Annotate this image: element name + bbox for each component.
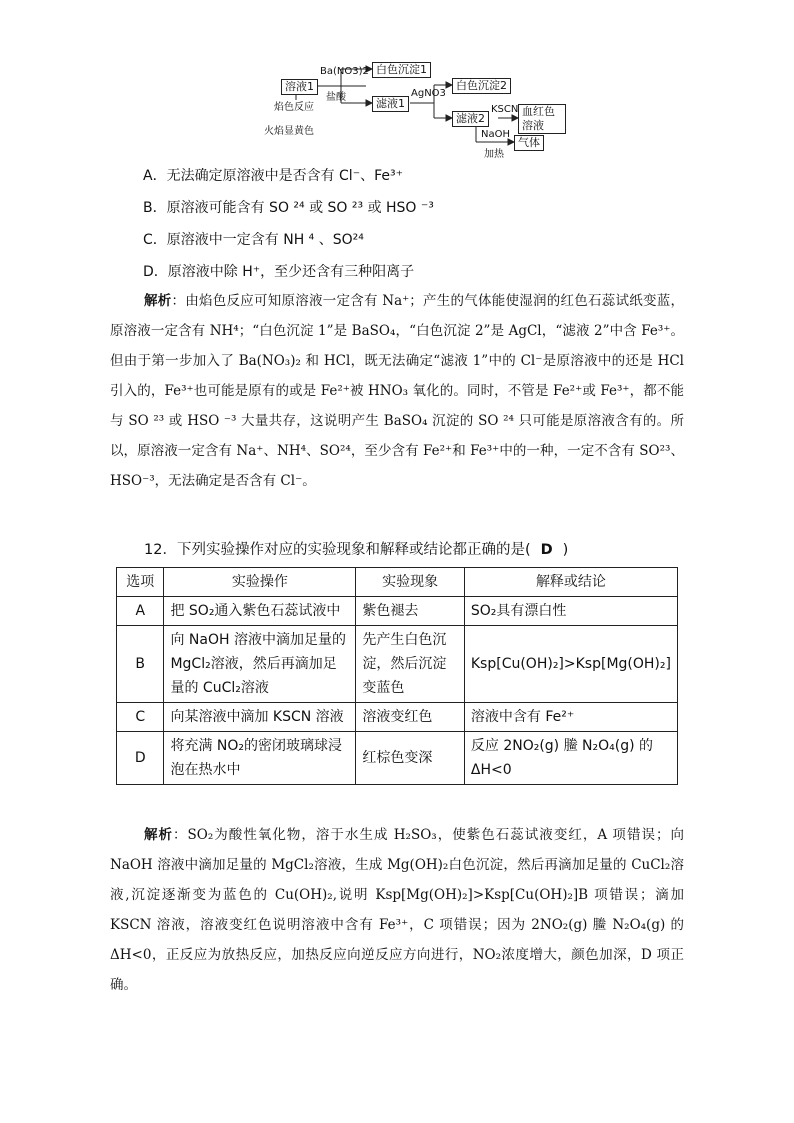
option-c: C．原溶液中一定含有 NH ⁴ 、SO²⁴ xyxy=(143,232,364,248)
q12-close: ) xyxy=(562,542,569,558)
row-conclusion: Ksp[Cu(OH)₂]>Ksp[Mg(OH)₂] xyxy=(464,626,677,703)
label-agno3: AgNO3 xyxy=(411,88,446,99)
row-phenomenon: 红棕色变深 xyxy=(356,732,464,785)
table-header-row xyxy=(117,568,678,597)
label-flame-test: 焰色反应 xyxy=(274,102,314,113)
row-operation: 向某溶液中滴加 KSCN 溶液 xyxy=(164,703,356,732)
analysis-label: 解析 xyxy=(144,293,172,309)
table-row xyxy=(117,626,678,703)
analysis-label: 解析 xyxy=(144,827,174,843)
row-option: C xyxy=(117,703,164,732)
box-blood-red: 血红色溶液 xyxy=(518,104,566,134)
box-gas: 气体 xyxy=(514,135,544,151)
header-option: 选项 xyxy=(117,568,164,597)
table-row xyxy=(117,703,678,732)
header-phenomenon: 实验现象 xyxy=(356,568,464,597)
label-heat: 加热 xyxy=(484,149,504,160)
box-white-precipitate1: 白色沉淀1 xyxy=(372,62,431,78)
row-option: A xyxy=(117,597,164,626)
row-operation: 把 SO₂通入紫色石蕊试液中 xyxy=(164,597,356,626)
q12-answer: D xyxy=(540,542,553,558)
q12-analysis xyxy=(110,820,684,1000)
row-conclusion: 溶液中含有 Fe²⁺ xyxy=(464,703,677,732)
box-solution1: 溶液1 xyxy=(281,79,318,95)
row-operation: 向 NaOH 溶液中滴加足量的 MgCl₂溶液，然后再滴加足量的 CuCl₂溶液 xyxy=(164,626,356,703)
label-flame-color: 火焰显黄色 xyxy=(264,126,314,137)
table-row xyxy=(117,732,678,785)
box-filtrate1: 滤液1 xyxy=(372,96,409,112)
row-option: D xyxy=(117,732,164,785)
row-phenomenon: 先产生白色沉淀，然后沉淀变蓝色 xyxy=(356,626,464,703)
row-option: B xyxy=(117,626,164,703)
q12-question: 12．下列实验操作对应的实验现象和解释或结论都正确的是( xyxy=(144,542,531,558)
option-b: B．原溶液可能含有 SO ²⁴ 或 SO ²³ 或 HSO ⁻³ xyxy=(143,200,434,216)
analysis-text: ：由焰色反应可知原溶液一定含有 Na⁺；产生的气体能使湿润的红色石蕊试纸变蓝，原溶液一定含有 NH⁴；“白色沉淀 1”是 BaSO₄，“白色沉淀 2”是 AgCl，“滤液 2”中含 Fe³⁺。但由于第一步加入了 Ba(NO₃)₂ 和 HCl，既无法确定“滤液 1”中的 Cl⁻是原溶液中的还是 HCl 引入的，Fe³⁺也可能是原有的或是 Fe²⁺被 HNO₃ 氧化的。同时，不管是 Fe²⁺或 Fe³⁺，都不能与 SO ²³ 或 HSO ⁻³ 大量共存，这说明产生 BaSO₄ 沉淀的 SO ²⁴ 只可能是原溶液含有的。所以，原溶液一定含有 Na⁺、NH⁴、SO²⁴，至少含有 Fe²⁺和 Fe³⁺中的一种，一定不含有 SO²³、HSO⁻³，无法确定是否含有 Cl⁻。 xyxy=(110,293,684,489)
analysis-text: ：SO₂为酸性氧化物，溶于水生成 H₂SO₃，使紫色石蕊试液变红，A 项错误；向 NaOH 溶液中滴加足量的 MgCl₂溶液，生成 Mg(OH)₂白色沉淀，然后再滴加足量的 CuCl₂溶液,沉淀逐渐变为蓝色的 Cu(OH)₂,说明 Ksp[Mg(OH)₂]>Ksp[Cu(OH)₂]B 项错误；滴加 KSCN 溶液，溶液变红色说明溶液中含有 Fe³⁺，C 项错误；因为 2NO₂(g) 䲢 N₂O₄(g) 的 ΔH<0，正反应为放热反应，加热反应向逆反应方向进行，NO₂浓度增大，颜色加深，D 项正确。 xyxy=(110,827,684,993)
q12-table xyxy=(116,567,678,785)
row-conclusion: 反应 2NO₂(g) 䲢 N₂O₄(g) 的 ΔH<0 xyxy=(464,732,677,785)
option-a: A．无法确定原溶液中是否含有 Cl⁻、Fe³⁺ xyxy=(143,168,403,184)
row-phenomenon: 紫色褪去 xyxy=(356,597,464,626)
q12-stem xyxy=(144,538,568,559)
box-filtrate2: 滤液2 xyxy=(452,111,489,127)
label-kscn: KSCN xyxy=(491,104,519,115)
row-phenomenon: 溶液变红色 xyxy=(356,703,464,732)
header-conclusion: 解释或结论 xyxy=(464,568,677,597)
q11-analysis xyxy=(110,286,684,496)
label-hcl: 盐酸 xyxy=(326,92,346,103)
table-row xyxy=(117,597,678,626)
row-operation: 将充满 NO₂的密闭玻璃球浸泡在热水中 xyxy=(164,732,356,785)
box-white-precipitate2: 白色沉淀2 xyxy=(452,78,511,94)
label-bano3: Ba(NO3)2 xyxy=(320,66,369,77)
row-conclusion: SO₂具有漂白性 xyxy=(464,597,677,626)
option-d: D．原溶液中除 H⁺，至少还含有三种阳离子 xyxy=(143,264,415,280)
flowchart-arrows xyxy=(0,0,794,170)
header-operation: 实验操作 xyxy=(164,568,356,597)
label-naoh: NaOH xyxy=(481,129,510,140)
